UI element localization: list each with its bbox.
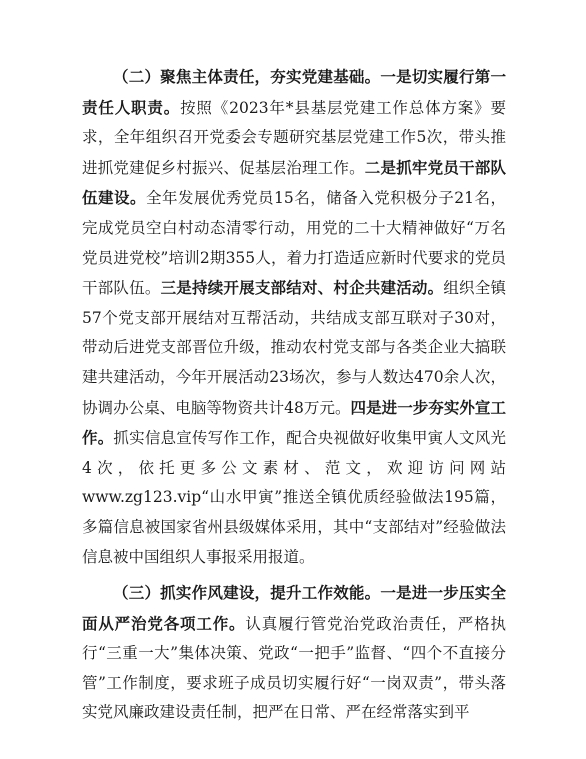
paragraph-2-heading: （二）聚焦主体责任，夯实党建基础。 xyxy=(113,67,381,86)
paragraph-2-text-4: 抓实信息宣传写作工作，配合央视做好收集甲寅人文风光4次，依托更多公文素材、范文，欢迎访问网站www.zg123.vip“山水甲寅”推送全镇优质经验做法195篇，多篇信息被国家省州县级媒体采用，其中“支部结对”经验做法信息被中国组织人事报采用报道。 xyxy=(82,429,506,566)
document-body xyxy=(82,62,506,734)
paragraph-2-text-1: 按照《2023年*县基层党建工作总体方案》要求，全年组织召开党委会专题研究基层党建工作5次，带头推进抓党建促乡村振兴、促基层治理工作。 xyxy=(82,98,506,177)
paragraph-3-text-1: 认真履行管党治党政治责任，严格执行“三重一大”集体决策、党政“一把手”监督、“四个不直接分管”工作制度，要求班子成员切实履行好“一岗双责”，带头落实党风廉政建设责任制，把严在日常、严在经常落实到平 xyxy=(82,614,506,722)
paragraph-3-heading: （三）抓实作风建设，提升工作效能。 xyxy=(113,583,381,603)
paragraph-2-point-2: 二是抓牢党员干部队伍建设。 xyxy=(82,157,506,208)
paragraph-2-point-3: 三是持续开展支部结对、村企共建活动。 xyxy=(160,278,444,298)
paragraph-2-point-1: 一是切实履行第一责任人职责。 xyxy=(82,67,506,117)
paragraph-3-point-1: 一是进一步压实全面从严治党各项工作。 xyxy=(82,583,506,633)
paragraph-2-point-4: 四是进一步夯实外宣工作。 xyxy=(82,397,506,448)
paragraph-2-text-2: 全年发展优秀党员15名，储备入党积极分子21名，完成党员空白村动态清零行动，用党的二十大精神做好“万名党员进党校”培训2期355人，着力打造适应新时代要求的党员干部队伍。 xyxy=(82,189,506,298)
paragraph-3 xyxy=(82,578,506,728)
paragraph-2-text-3: 组织全镇57个党支部开展结对互帮活动，共结成支部互联对子30对，带动后进党支部晋位升级，推动农村党支部与各类企业大搞联建共建活动，今年开展活动23场次，参与人数达470余人次，协调办公桌、电脑等物资共计48万元。 xyxy=(82,279,506,417)
paragraph-2 xyxy=(82,62,506,572)
